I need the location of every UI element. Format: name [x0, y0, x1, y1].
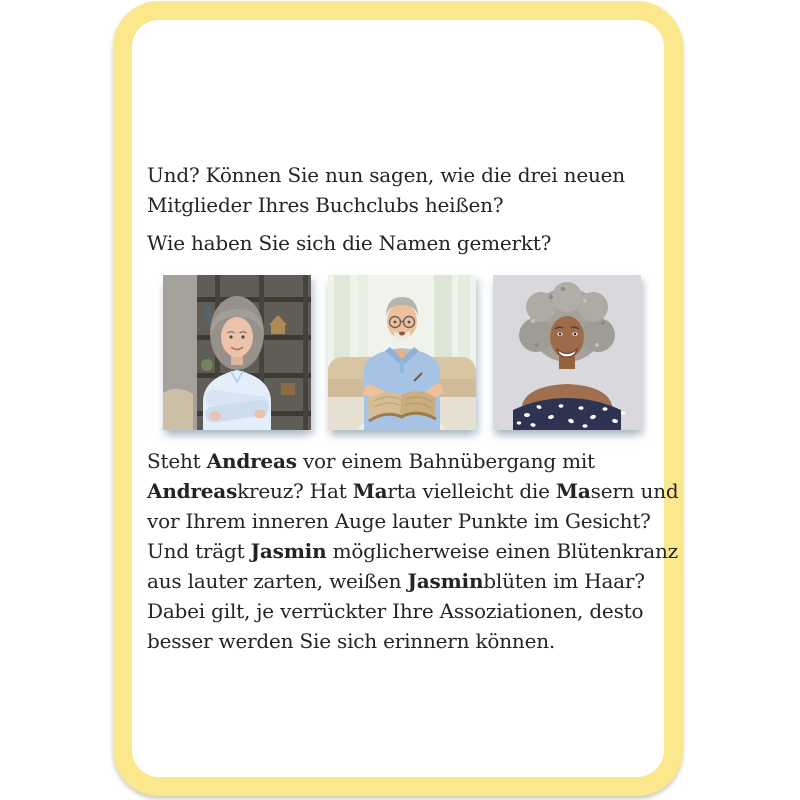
text-line: aus lauter zarten, weißen Jasminblüten im Haar? — [147, 569, 645, 593]
intro-paragraph — [147, 160, 667, 220]
question-paragraph — [147, 228, 667, 258]
text-line: Dabei gilt, je verrückter Ihre Assoziationen, desto — [147, 599, 644, 623]
portrait-photo-man-reading-book — [328, 275, 476, 430]
text-line: Steht Andreas vor einem Bahnübergang mit — [147, 449, 595, 473]
portrait-illustration — [328, 275, 476, 430]
portrait-photo-woman-gray-afro — [493, 275, 641, 430]
text-line: Und trägt Jasmin möglicherweise einen Blütenkranz — [147, 539, 679, 563]
question-card — [113, 1, 683, 796]
portrait-photo-row — [163, 275, 641, 430]
text-line: Wie haben Sie sich die Namen gemerkt? — [147, 231, 552, 255]
face — [221, 317, 253, 357]
face — [550, 316, 584, 358]
portrait-illustration — [493, 275, 641, 430]
portrait-illustration — [163, 275, 311, 430]
text-line: vor Ihrem inneren Auge lauter Punkte im Gesicht? — [147, 509, 651, 533]
text-line: Mitglieder Ihres Buchclubs heißen? — [147, 193, 504, 217]
association-paragraph — [147, 446, 679, 656]
text-line: besser werden Sie sich erinnern können. — [147, 629, 556, 653]
text-line: Und? Können Sie nun sagen, wie die drei neuen — [147, 163, 625, 187]
text-line: Andreaskreuz? Hat Marta vielleicht die Masern und — [147, 479, 679, 503]
portrait-photo-woman-gray-bob — [163, 275, 311, 430]
